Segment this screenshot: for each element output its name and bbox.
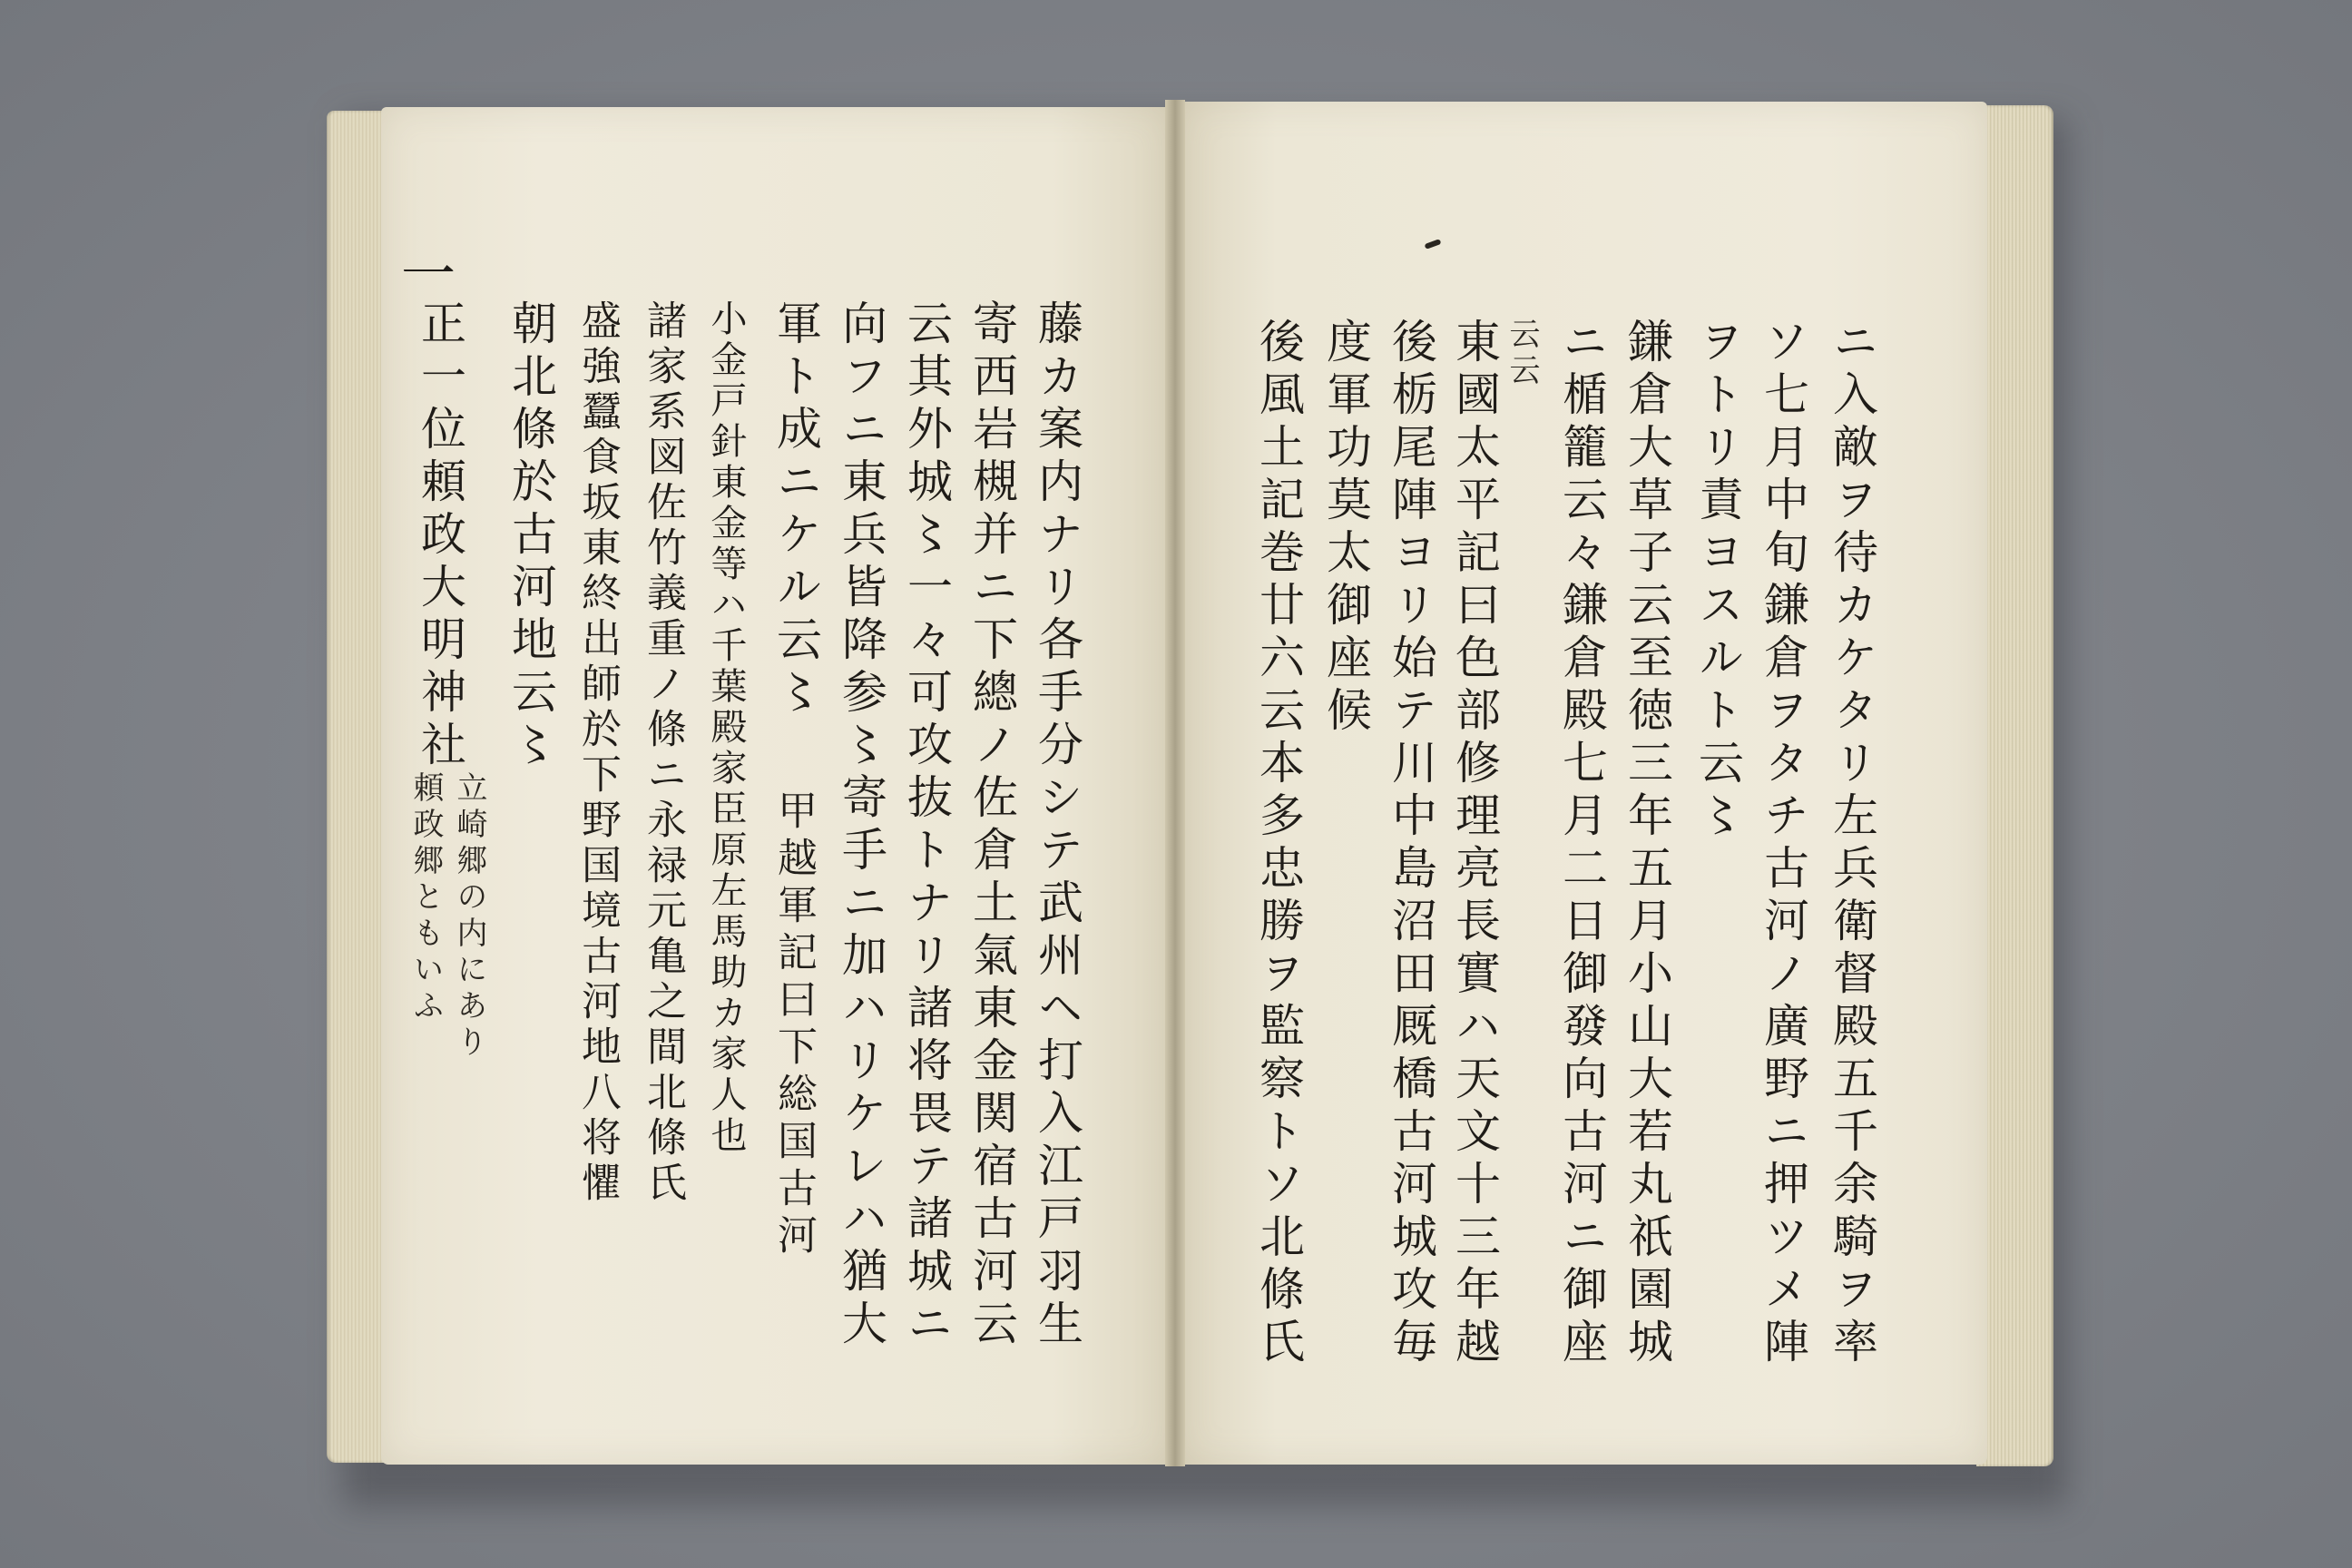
right-col-9: 度軍功莫太御座候 [1319,318,1372,739]
right-col-7: 東國太平記曰色部修理亮長實ハ天文十三年越 [1448,318,1501,1370]
left-col-9: 盛強蠶食坂東終出師於下野国境古河地八将懼 [574,299,621,1207]
left-col-8: 諸家系図佐竹義重ノ條ニ永禄元亀之間北條氏 [640,299,686,1207]
left-col-7: 小金戸針東金等ハ千葉殿家臣原左馬助カ家人也 [705,299,747,1157]
right-page-edges [1976,105,2053,1466]
right-col-6: 云云 [1504,318,1540,390]
left-col-13: 頼政郷ともいふ [407,771,444,1025]
item-bullet: 一 [392,245,456,299]
book-gutter [1165,100,1185,1466]
left-col-6: 甲越軍記曰下総国古河 [770,789,817,1261]
left-col-5: 軍ト成ニケル云〻 [769,299,822,720]
right-col-3: ヲトリ責ヨスルト云〻 [1691,318,1744,844]
left-col-10: 朝北條於古河地云〻 [505,299,557,773]
left-col-12: 立崎郷の内にあり [451,771,487,1062]
right-col-10: 後風土記巻廿六云本多忠勝ヲ監察トソ北條氏 [1252,318,1305,1370]
left-col-3: 云其外城〻一々可攻抜トナリ諸将畏テ諸城ニ [900,299,953,1352]
right-col-1: ニ入敵ヲ待カケタリ左兵衛督殿五千余騎ヲ率 [1826,318,1878,1370]
right-col-8: 後栃尾陣ヨリ始テ川中島沼田厩橋古河城攻毎 [1385,318,1437,1370]
right-col-5: ニ楯籠云々鎌倉殿七月二日御發向古河ニ御座 [1555,318,1608,1370]
left-col-4: 向フニ東兵皆降参〻寄手ニ加ハリケレハ猶大 [835,299,887,1352]
left-col-2: 寄西岩槻并ニ下總ノ佐倉土氣東金関宿古河云 [965,299,1018,1352]
right-col-2: ソ七月中旬鎌倉ヲタチ古河ノ廣野ニ押ツメ陣 [1757,318,1809,1370]
left-col-1: 藤カ案内ナリ各手分シテ武州ヘ打入江戸羽生 [1031,299,1083,1352]
right-col-4: 鎌倉大草子云至徳三年五月小山大若丸祇園城 [1621,318,1673,1370]
left-col-11: 正一位頼政大明神社 [414,299,466,773]
